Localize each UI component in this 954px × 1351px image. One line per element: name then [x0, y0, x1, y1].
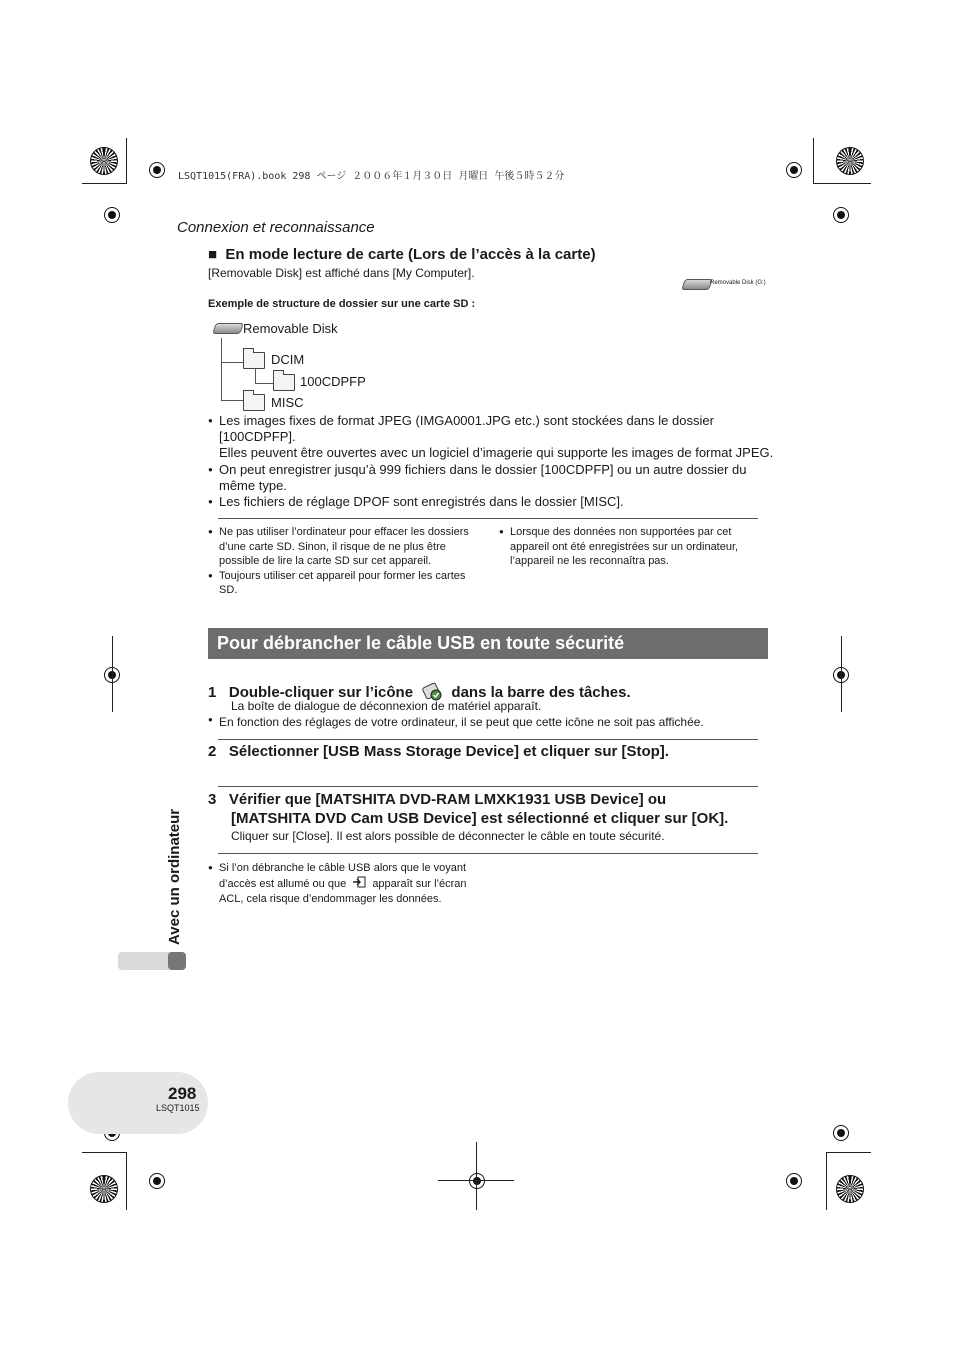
notes-left: [208, 525, 488, 598]
divider: [218, 739, 758, 740]
crosshair-mark: [149, 162, 165, 178]
chapter-tab-marker: [168, 952, 186, 970]
divider: [218, 853, 758, 854]
crosshair-mark: [786, 162, 802, 178]
star-target-bottom-right: [836, 1175, 864, 1203]
step-1-subtext: La boîte de dialogue de déconnexion de matériel apparaît.: [231, 699, 542, 713]
tree-connector: [221, 362, 243, 363]
crop-line: [813, 138, 814, 184]
tree-connector: [255, 368, 256, 384]
crop-line: [126, 1152, 127, 1210]
note-item: ● Toujours utiliser cet appareil pour former les cartes SD.: [208, 569, 488, 598]
tree-connector: [221, 338, 222, 400]
removable-disk-icon: [212, 323, 244, 334]
divider: [218, 786, 758, 787]
card-mode-heading: ■ En mode lecture de carte (Lors de l’accès à la carte): [208, 246, 596, 263]
star-target-top-right: [836, 147, 864, 175]
card-mode-subtext: [Removable Disk] est affiché dans [My Computer].: [208, 266, 475, 280]
step-1-title: 1 Double-cliquer sur l’icône dans la barre des tâches.: [208, 680, 631, 706]
crosshair-mark: [149, 1173, 165, 1189]
tree-connector: [221, 400, 243, 401]
tree-dcim-label: DCIM: [271, 352, 305, 367]
crop-line: [813, 183, 871, 184]
step-3-title: 3 Vérifier que [MATSHITA DVD-RAM LMXK1931 USB Device] ou: [208, 791, 667, 808]
info-bullets: [208, 413, 778, 510]
tree-root-label: Removable Disk: [243, 321, 338, 336]
star-target-top-left: [90, 147, 118, 175]
crop-line: [826, 1152, 827, 1210]
disk-caption: Removable Disk (G:): [710, 280, 766, 286]
folder-icon: [273, 374, 295, 391]
crop-line: [841, 636, 842, 712]
section-title: Connexion et reconnaissance: [177, 219, 375, 236]
step-1-bullet: ● En fonction des réglages de votre ordinateur, il se peut que cette icône ne soit pas affichée.: [208, 715, 954, 729]
crop-line: [82, 1152, 127, 1153]
final-note: [208, 861, 498, 907]
print-header: LSQT1015(FRA).book 298 ページ ２００６年１月３０日 月曜日 午後５時５２分: [178, 171, 565, 182]
square-bullet-icon: ■: [208, 246, 226, 263]
folder-icon: [243, 394, 265, 411]
removable-disk-icon: [681, 279, 713, 290]
crop-line: [82, 183, 127, 184]
section-banner: Pour débrancher le câble USB en toute sécurité: [208, 628, 768, 659]
star-target-bottom-left: [90, 1175, 118, 1203]
crosshair-mark: [104, 207, 120, 223]
note-item: ● Lorsque des données non supportées par cet appareil ont été enregistrées sur un ordinateur, l’appareil ne les reconnaîtra pas.: [499, 525, 759, 569]
card-access-icon: [352, 876, 366, 893]
notes-right: [499, 525, 759, 569]
note-item: ● Si l’on débranche le câble USB alors que le voyant d’accès est allumé ou que apparaît sur l’écran ACL, cela risque d’endommager les données.: [208, 861, 498, 907]
tree-connector: [255, 383, 273, 384]
bullet-item: ● Les images fixes de format JPEG (IMGA0001.JPG etc.) sont stockées dans le dossier [100CDPFP]. Elles peuvent être ouvertes avec un logiciel d’imagerie qui supporte les images de format JPEG.: [208, 413, 778, 461]
crop-line: [112, 636, 113, 712]
folder-icon: [243, 352, 265, 369]
crosshair-mark: [786, 1173, 802, 1189]
bullet-item: ● On peut enregistrer jusqu’à 999 fichiers dans le dossier [100CDPFP] ou un autre dossier du même type.: [208, 462, 778, 494]
step-3-title-line-2: [MATSHITA DVD Cam USB Device] est sélectionné et cliquer sur [OK].: [231, 810, 729, 827]
note-item: ● Ne pas utiliser l’ordinateur pour effacer les dossiers d’une carte SD. Sinon, il risque de ne plus être possible de lire la carte SD sur cet appareil.: [208, 525, 488, 569]
crop-line: [476, 1142, 477, 1210]
crosshair-mark: [833, 1125, 849, 1141]
side-chapter-label: Avec un ordinateur: [166, 808, 183, 945]
bullet-item: ● Les fichiers de réglage DPOF sont enregistrés dans le dossier [MISC].: [208, 494, 778, 510]
crosshair-mark: [469, 1173, 485, 1189]
step-3-subtext: Cliquer sur [Close]. Il est alors possible de déconnecter le câble en toute sécurité.: [231, 829, 665, 843]
crosshair-mark: [833, 207, 849, 223]
page-code: LSQT1015: [156, 1103, 200, 1113]
divider: [218, 518, 758, 519]
tree-sub-label: 100CDPFP: [300, 374, 366, 389]
folder-example-heading: Exemple de structure de dossier sur une carte SD :: [208, 298, 476, 310]
crop-line: [126, 138, 127, 184]
page-number: 298: [168, 1084, 197, 1103]
step-2-title: 2 Sélectionner [USB Mass Storage Device] et cliquer sur [Stop].: [208, 743, 669, 760]
tree-misc-label: MISC: [271, 395, 304, 410]
crop-line: [826, 1152, 871, 1153]
